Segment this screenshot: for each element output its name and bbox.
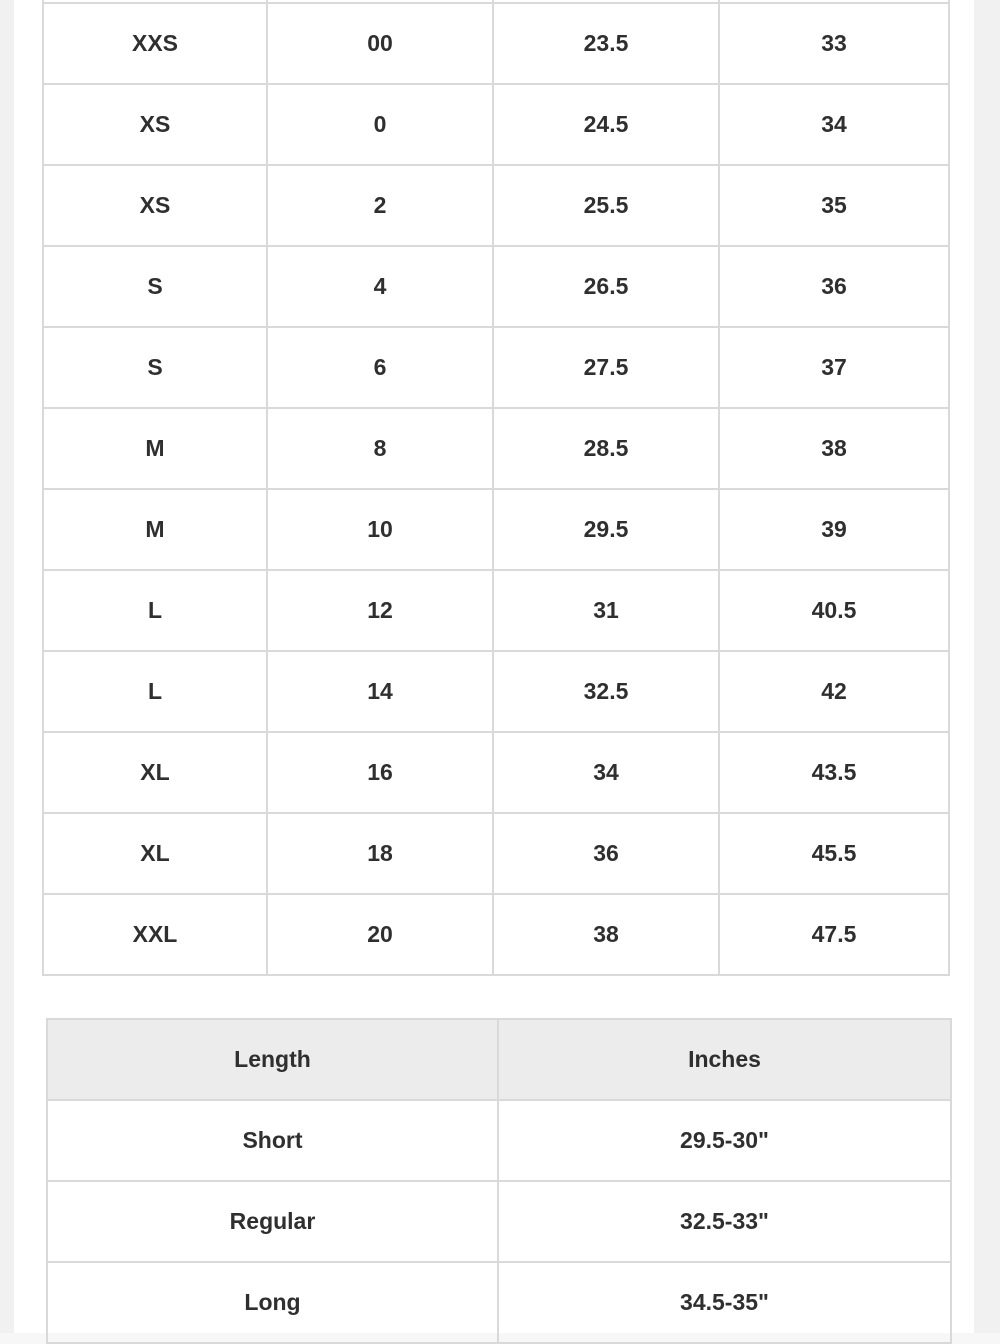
measurement-cell: 34	[493, 732, 719, 813]
length-cell: Regular	[47, 1181, 498, 1262]
measurement-cell: 39	[719, 489, 949, 570]
table-row	[43, 3, 949, 84]
number-size-cell: 6	[267, 327, 493, 408]
number-size-cell: 12	[267, 570, 493, 651]
length-cell: Long	[47, 1262, 498, 1343]
measurement-cell: 43.5	[719, 732, 949, 813]
measurement-cell: 32.5	[493, 651, 719, 732]
number-size-cell: 0	[267, 84, 493, 165]
size-cell: XS	[43, 84, 267, 165]
size-cell: XXL	[43, 894, 267, 975]
table-row	[47, 1100, 951, 1181]
table-row	[43, 732, 949, 813]
column-header-length: Length	[47, 1019, 498, 1100]
measurement-cell: 31	[493, 570, 719, 651]
table-row	[43, 651, 949, 732]
size-cell: M	[43, 489, 267, 570]
left-margin-strip	[0, 0, 14, 1333]
inches-cell: 34.5-35"	[498, 1262, 951, 1343]
number-size-cell: 18	[267, 813, 493, 894]
measurement-cell: 34	[719, 84, 949, 165]
size-cell: XXS	[43, 3, 267, 84]
measurement-cell: 25.5	[493, 165, 719, 246]
measurement-cell: 35	[719, 165, 949, 246]
measurement-cell: 37	[719, 327, 949, 408]
table-row	[47, 1181, 951, 1262]
measurement-cell: 23.5	[493, 3, 719, 84]
measurement-cell: 40.5	[719, 570, 949, 651]
inches-cell: 29.5-30"	[498, 1100, 951, 1181]
measurement-cell: 36	[719, 246, 949, 327]
table-header-row	[47, 1019, 951, 1100]
measurement-cell: 47.5	[719, 894, 949, 975]
inches-cell: 32.5-33"	[498, 1181, 951, 1262]
number-size-cell: 00	[267, 3, 493, 84]
table-row	[43, 84, 949, 165]
table-row	[43, 246, 949, 327]
size-table	[42, 0, 950, 976]
number-size-cell: 16	[267, 732, 493, 813]
table-row	[43, 570, 949, 651]
measurement-cell: 28.5	[493, 408, 719, 489]
measurement-cell: 38	[493, 894, 719, 975]
size-cell: S	[43, 246, 267, 327]
number-size-cell: 20	[267, 894, 493, 975]
table-row	[43, 327, 949, 408]
measurement-cell: 42	[719, 651, 949, 732]
measurement-cell: 29.5	[493, 489, 719, 570]
measurement-cell: 24.5	[493, 84, 719, 165]
table-row	[47, 1262, 951, 1343]
size-cell: L	[43, 651, 267, 732]
right-margin-strip	[974, 0, 1000, 1333]
number-size-cell: 8	[267, 408, 493, 489]
length-table	[46, 1018, 952, 1344]
size-cell: XL	[43, 732, 267, 813]
table-row	[43, 165, 949, 246]
table-row	[43, 489, 949, 570]
size-cell: XS	[43, 165, 267, 246]
number-size-cell: 2	[267, 165, 493, 246]
length-cell: Short	[47, 1100, 498, 1181]
size-cell: M	[43, 408, 267, 489]
size-cell: L	[43, 570, 267, 651]
size-cell: XL	[43, 813, 267, 894]
measurement-cell: 36	[493, 813, 719, 894]
measurement-cell: 33	[719, 3, 949, 84]
measurement-cell: 27.5	[493, 327, 719, 408]
measurement-cell: 45.5	[719, 813, 949, 894]
measurement-cell: 38	[719, 408, 949, 489]
number-size-cell: 10	[267, 489, 493, 570]
measurement-cell: 26.5	[493, 246, 719, 327]
table-row	[43, 813, 949, 894]
table-row	[43, 894, 949, 975]
number-size-cell: 4	[267, 246, 493, 327]
size-cell: S	[43, 327, 267, 408]
column-header-inches: Inches	[498, 1019, 951, 1100]
number-size-cell: 14	[267, 651, 493, 732]
table-row	[43, 408, 949, 489]
